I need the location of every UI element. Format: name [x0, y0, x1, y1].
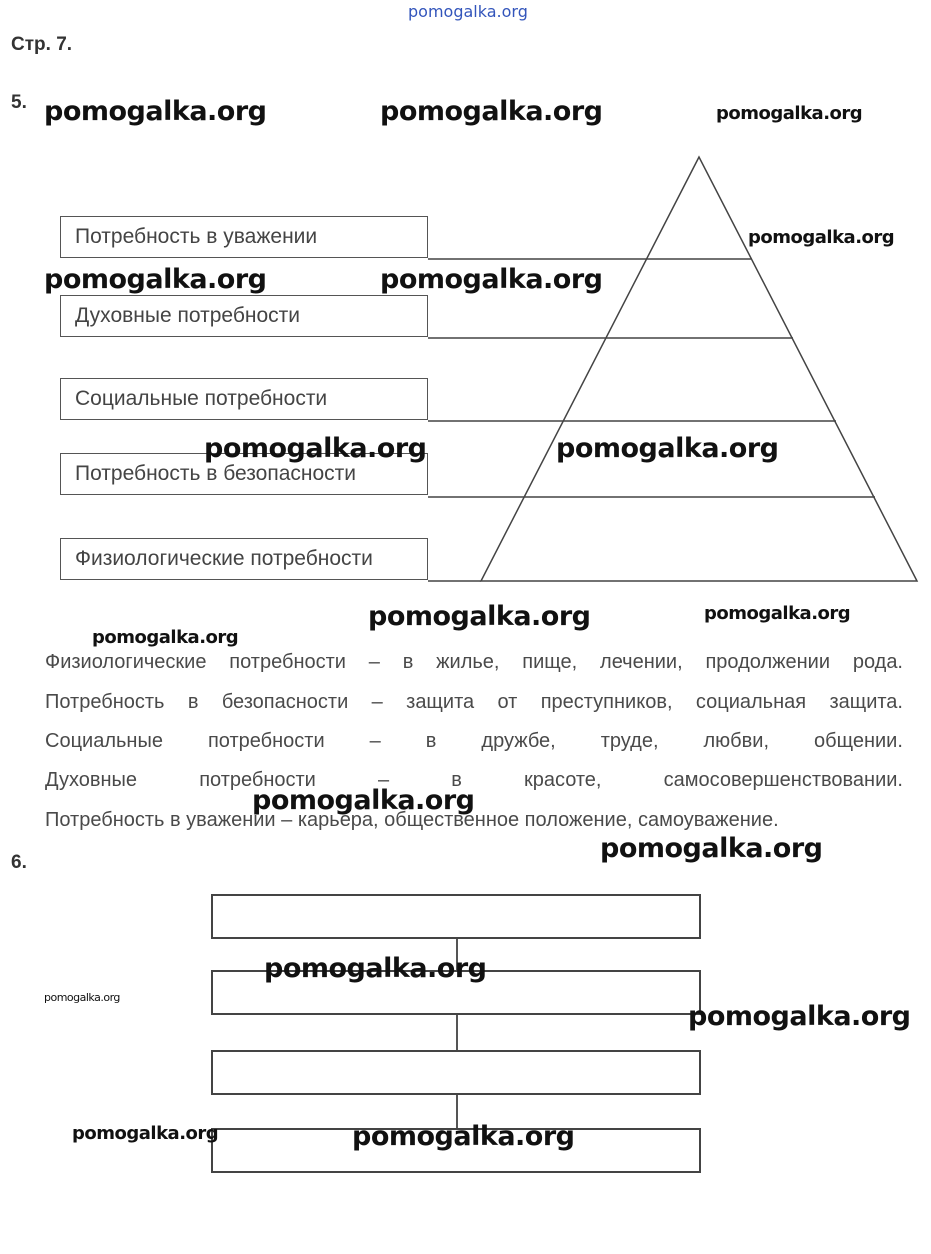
answer-line-5: Потребность в уважении – карьера, общественное положение, самоуважение. — [45, 809, 779, 831]
chain-connector-2 — [456, 1015, 458, 1050]
answer-line-1 — [45, 651, 903, 674]
watermark: pomogalka.org — [704, 603, 851, 624]
answer-word: потребности — [207, 730, 325, 752]
need-box-safety: Потребность в безопасности — [60, 453, 428, 495]
watermark: pomogalka.org — [264, 953, 487, 984]
watermark: pomogalka.org — [688, 1001, 911, 1032]
answer-word: Духовные — [45, 769, 138, 791]
watermark: pomogalka.org — [72, 1123, 219, 1144]
answer-line-2-text: Потребность в безопасности – защита от преступников, социальная защита. — [45, 691, 903, 713]
answer-word: красоте, — [523, 769, 602, 791]
answer-word: любви, — [703, 730, 769, 752]
answer-line-3 — [45, 730, 903, 753]
answer-word: Социальные — [45, 730, 163, 752]
watermark: pomogalka.org — [716, 103, 863, 124]
answer-word: потребности — [199, 769, 316, 791]
watermark: pomogalka.org — [380, 264, 603, 295]
chain-box-1[interactable] — [211, 894, 701, 939]
watermark: pomogalka.org — [748, 227, 895, 248]
page-heading: Стр. 7. — [11, 34, 73, 55]
watermark: pomogalka.org — [92, 627, 239, 648]
watermark: pomogalka.org — [44, 264, 267, 295]
answer-word: дружбе, — [481, 730, 556, 752]
watermark: pomogalka.org — [368, 601, 591, 632]
pyramid-outline — [481, 157, 917, 581]
top-watermark[interactable]: pomogalka.org — [408, 2, 528, 21]
need-box-esteem: Потребность в уважении — [60, 216, 428, 258]
watermark: pomogalka.org — [380, 96, 603, 127]
task-5-number: 5. — [11, 92, 27, 113]
answer-word: – — [377, 769, 390, 791]
answer-line-1-text: Физиологические потребности – в жилье, пище, лечении, продолжении рода. — [45, 651, 903, 673]
need-box-physiological: Физиологические потребности — [60, 538, 428, 580]
answer-word: – — [369, 730, 381, 752]
watermark: pomogalka.org — [44, 991, 120, 1004]
need-box-spiritual: Духовные потребности — [60, 295, 428, 337]
watermark: pomogalka.org — [352, 1121, 575, 1152]
watermark: pomogalka.org — [44, 96, 267, 127]
answer-word: самосовершенствовании. — [663, 769, 903, 791]
answer-word: в — [425, 730, 437, 752]
watermark: pomogalka.org — [556, 433, 779, 464]
answer-line-2 — [45, 691, 903, 714]
watermark: pomogalka.org — [204, 433, 427, 464]
chain-box-3[interactable] — [211, 1050, 701, 1095]
answer-word: в — [451, 769, 462, 791]
task-6-number: 6. — [11, 852, 27, 873]
watermark: pomogalka.org — [252, 785, 475, 816]
watermark: pomogalka.org — [600, 833, 823, 864]
need-box-social: Социальные потребности — [60, 378, 428, 420]
answer-word: труде, — [600, 730, 659, 752]
answer-word: общении. — [814, 730, 903, 752]
